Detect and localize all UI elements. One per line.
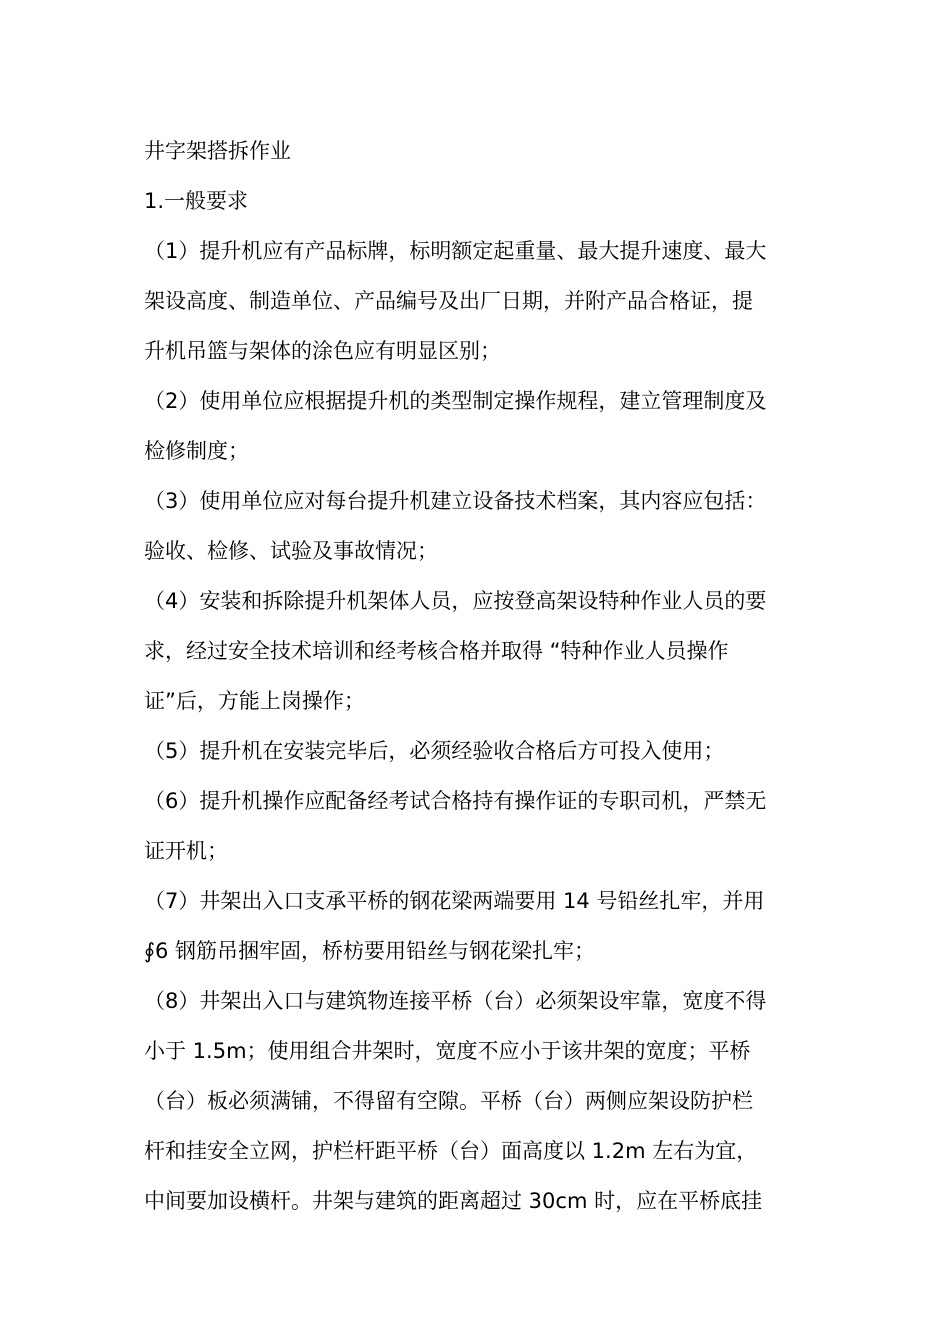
text-line: 升机吊篮与架体的涂色应有明显区别； xyxy=(144,339,501,363)
section-heading: 1.一般要求 xyxy=(144,189,249,213)
text-line: 检修制度； xyxy=(144,439,249,463)
text-line: （6）提升机操作应配备经考试合格持有操作证的专职司机，严禁无 xyxy=(144,789,767,813)
document-title: 井字架搭拆作业 xyxy=(144,139,291,163)
text-line: ∮6 钢筋吊捆牢固，桥枋要用铅丝与钢花梁扎牢； xyxy=(144,939,595,963)
text-line: （5）提升机在安装完毕后，必须经验收合格后方可投入使用； xyxy=(144,739,725,763)
text-line: 证”后，方能上岗操作； xyxy=(144,689,365,713)
text-line: （台）板必须满铺，不得留有空隙。平桥（台）两侧应架设防护栏 xyxy=(144,1089,753,1113)
text-line: （8）井架出入口与建筑物连接平桥（台）必须架设牢靠，宽度不得 xyxy=(144,989,767,1013)
text-line: （2）使用单位应根据提升机的类型制定操作规程，建立管理制度及 xyxy=(144,389,767,413)
text-line: 求，经过安全技术培训和经考核合格并取得 “特种作业人员操作 xyxy=(144,639,729,663)
text-line: （4）安装和拆除提升机架体人员，应按登高架设特种作业人员的要 xyxy=(144,589,767,613)
text-line: 证开机； xyxy=(144,839,228,863)
text-line: 验收、检修、试验及事故情况； xyxy=(144,539,438,563)
text-line: 杆和挂安全立网，护栏杆距平桥（台）面高度以 1.2m 左右为宜， xyxy=(144,1139,758,1163)
text-line: 中间要加设横杆。井架与建筑的距离超过 30cm 时，应在平桥底挂 xyxy=(144,1189,763,1213)
text-line: （1）提升机应有产品标牌，标明额定起重量、最大提升速度、最大 xyxy=(144,239,767,263)
text-line: 小于 1.5m；使用组合井架时，宽度不应小于该井架的宽度；平桥 xyxy=(144,1039,751,1063)
text-line: （3）使用单位应对每台提升机建立设备技术档案，其内容应包括： xyxy=(144,489,767,513)
text-line: 架设高度、制造单位、产品编号及出厂日期，并附产品合格证，提 xyxy=(144,289,753,313)
text-line: （7）井架出入口支承平桥的钢花梁两端要用 14 号铅丝扎牢，并用 xyxy=(144,889,765,913)
